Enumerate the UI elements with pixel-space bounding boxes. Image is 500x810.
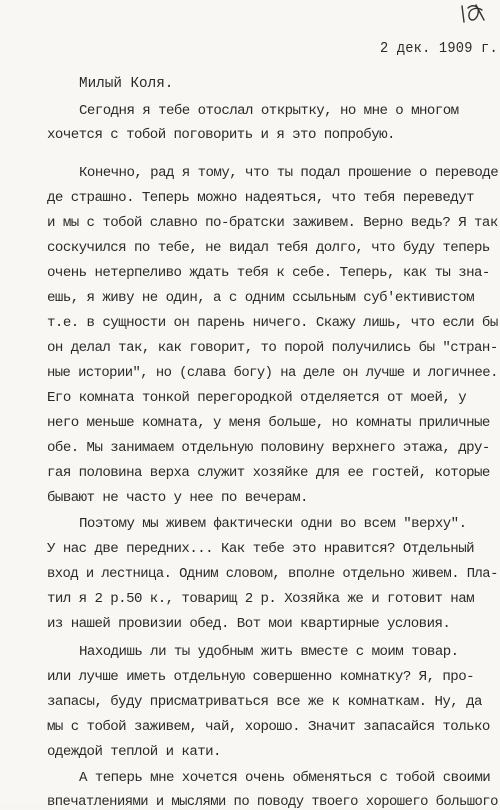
text-line: Находишь ли ты удобным жить вместе с моим товар. [79,644,459,660]
text-line: впечатлениями и мыслями по поводу твоего хорошего большого [47,794,498,810]
text-line: одеждой теплой и кати. [47,744,221,760]
text-line: бывают не часто у нее по вечерам. [47,490,308,506]
text-line: т.е. в сущности он парень ничего. Скажу лишь, что если бы [47,315,498,331]
text-line: обе. Мы занимаем отдельную половину верхнего этажа, дру- [47,440,490,456]
text-line: А теперь мне хочется очень обменяться с тобой своими [79,770,491,786]
text-line: он делал так, как говорит, то порой получились бы "стран- [47,340,498,356]
text-line: Сегодня я тебе отослал открытку, но мне о многом [79,103,459,119]
text-line: мы с тобой заживем, чай, хорошо. Значит запасайся только [47,719,490,735]
text-line: ешь, я живу не один, а с одним ссыльным суб'ективистом [47,290,475,306]
text-line: или лучше иметь отдельную совершенно комнатку? Я, про- [47,669,475,685]
letter-greeting: Милый Коля. [79,76,174,92]
text-line: тил я 2 р.50 к., товарищ 2 р. Хозяйка же и готовит нам [47,591,475,607]
text-line: ные истории", но (слава богу) на деле он лучше и логичнее. [47,365,498,381]
text-line: Его комната тонкой перегородкой отделяется от моей, у [47,390,467,406]
text-line: него меньше комната, у меня больше, но комнаты приличные [47,415,490,431]
text-line: из нашей провизии обед. Вот мои квартирные условия. [47,616,451,632]
text-line: и мы с тобой славно по-братски заживем. Верно ведь? Я так [47,215,498,231]
text-line: гая половина верха служит хозяйке для ее гостей, которые [47,465,490,481]
text-line: вход и лестница. Одним словом, вполне отдельно живем. Пла- [47,566,498,582]
text-line: очень нетерпеливо ждать тебя к себе. Теперь, как ты зна- [47,265,490,281]
text-line: Конечно, рад я тому, что ты подал прошение о переводе [79,165,499,181]
text-line: соскучился по тебе, не видал тебя долго, что буду теперь [47,240,490,256]
text-line: хочется с тобой поговорить и я это попробую. [47,127,395,143]
text-line: У нас две передних... Как тебе это нравится? Отдельный [47,541,475,557]
text-line: де страшно. Теперь можно надеяться, что тебя переведут [47,190,475,206]
letter-date: 2 дек. 1909 г. [380,41,498,57]
text-line: запасы, буду присматриваться все же к комнаткам. Ну, да [47,694,482,710]
text-line: Поэтому мы живем фактически одни во всем "верху". [79,516,467,532]
